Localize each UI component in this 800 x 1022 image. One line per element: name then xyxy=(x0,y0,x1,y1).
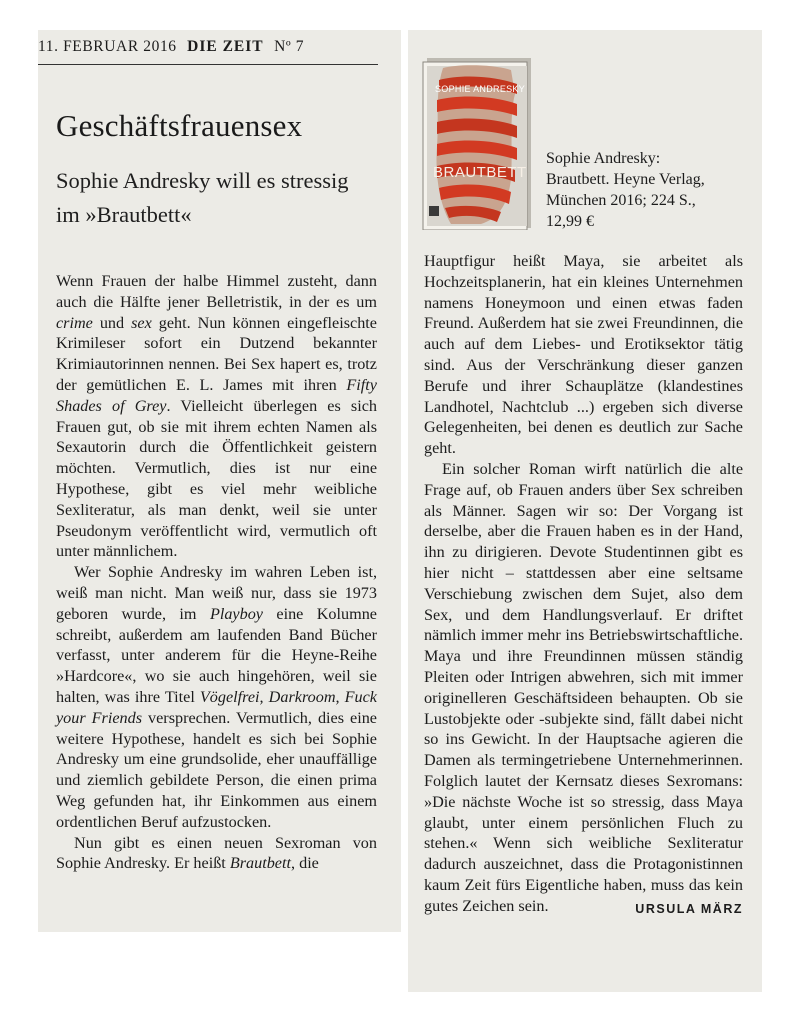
article-column-left xyxy=(56,271,377,874)
issue-date: 11. FEBRUAR 2016 xyxy=(38,38,177,55)
article-column-right xyxy=(424,251,743,920)
paragraph: Ein solcher Roman wirft natürlich die alte Frage auf, ob Frauen anders über Sex schreiben als Männer. Sagen wir so: Der Vorgang ist derselbe, aber die Frauen haben es in der Hand, ihn zu dirigieren. Devote Studentinnen gibt es hier nicht – stattdessen aber eine seltsame Verschiebung zwischen dem Sujet, also dem Sex, und dem Handlungsverlauf. Er driftet nämlich immer mehr ins Betriebswirtschaftliche. Maya und ihre Freundinnen müssen ständig Pleiten oder Intrigen abwehren, sich mit immer originelleren Geschäftsideen behaupten. Ob sie Lustobjekte oder -subjekte sind, fällt dabei nicht so ins Gewicht. In der Hauptsache agieren die Damen als termingetriebene Unternehmerinnen. Folglich lautet der Kernsatz dieses Sexromans: »Die nächste Woche ist so stressig, dass Maya glaubt, unter einem persönlichen Fluch zu stehen.« Wenn sich weibliche Sexliteratur dadurch auszeichnet, dass die Protagonistinnen kaum Zeit fürs Eigentliche haben, muss das kein gutes Zeichen sein. URSULA MÄRZ xyxy=(424,459,743,917)
book-cover-title: BRAUTBETT xyxy=(433,164,527,181)
paragraph: Hauptfigur heißt Maya, sie arbeitet als Hochzeitsplanerin, hat ein kleines Unternehmen namens Honeymoon und einen etwas faden Freund. Außerdem hat sie zwei Freundinnen, die auch auf dem Liebes- und Erotiksektor tätig sind. Aus der Verschränkung dieser ganzen Berufe und ihrer Schauplätze (klandestines Landhotel, Nachtclub ...) ergeben sich diverse Gelegenheiten, bei denen es deutlich zur Sache geht. xyxy=(424,252,743,458)
caption-line: Sophie Andresky: xyxy=(546,150,661,167)
paragraph: Wer Sophie Andresky im wahren Leben ist, weiß man nicht. Man weiß nur, dass sie 1973 geboren wurde, im Playboy eine Kolumne schreibt, außerdem am laufenden Band Bücher verfasst, unter anderem für die Heyne-Reihe »Hardcore«, wo sie auch hingehören, weil sie halten, was ihre Titel Vögelfrei, Darkroom, Fuck your Friends versprechen. Vermutlich, dies eine weitere Hypothese, handelt es sich bei Sophie Andresky um eine grundsolide, eher unauffällige und ziemlich gebildete Person, die einen prima Weg gefunden hat, ihr Einkommen aus einem ordentlichen Beruf aufzustocken. xyxy=(56,563,377,831)
subheadline: Sophie Andresky will es stressig im »Brautbett« xyxy=(56,168,349,227)
caption-line: München 2016; 224 S., xyxy=(546,192,696,209)
masthead-rule xyxy=(38,64,378,65)
caption-line: 12,99 € xyxy=(546,213,594,230)
book-caption xyxy=(546,148,746,232)
caption-line: Brautbett. Heyne Verlag, xyxy=(546,171,705,188)
masthead xyxy=(38,38,378,60)
paragraph: Nun gibt es einen neuen Sexroman von Sophie Andresky. Er heißt Brautbett, die xyxy=(56,833,377,873)
book-cover-image xyxy=(421,54,533,230)
newspaper-name: DIE ZEIT xyxy=(187,38,264,55)
author-byline: URSULA MÄRZ xyxy=(635,901,743,916)
book-cover-author: SOPHIE ANDRESKY xyxy=(435,84,526,94)
issue-number: Nº 7 xyxy=(274,38,305,55)
paragraph: Wenn Frauen der halbe Himmel zusteht, dann auch die Hälfte jener Belletristik, in der es um crime und sex geht. Nun können eingefleischte Krimileser sofort ein Dutzend bekannter Krimiautorinnen nennen. Bei Sex hapert es, trotz der gemütlichen E. L. James mit ihren Fifty Shades of Grey. Vielleicht überlegen es sich Frauen gut, ob sie mit ihrem echten Namen als Sexautorin durch die Öffentlichkeit geistern möchten. Vermutlich, dies ist nur eine Hypothese, gibt es viel mehr weibliche Sexliteratur, als man denkt, weil sie unter Pseudonym veröffentlicht wird, vermutlich oft unter männlichem. xyxy=(56,272,377,561)
headline: Geschäftsfrauensex xyxy=(56,108,303,143)
